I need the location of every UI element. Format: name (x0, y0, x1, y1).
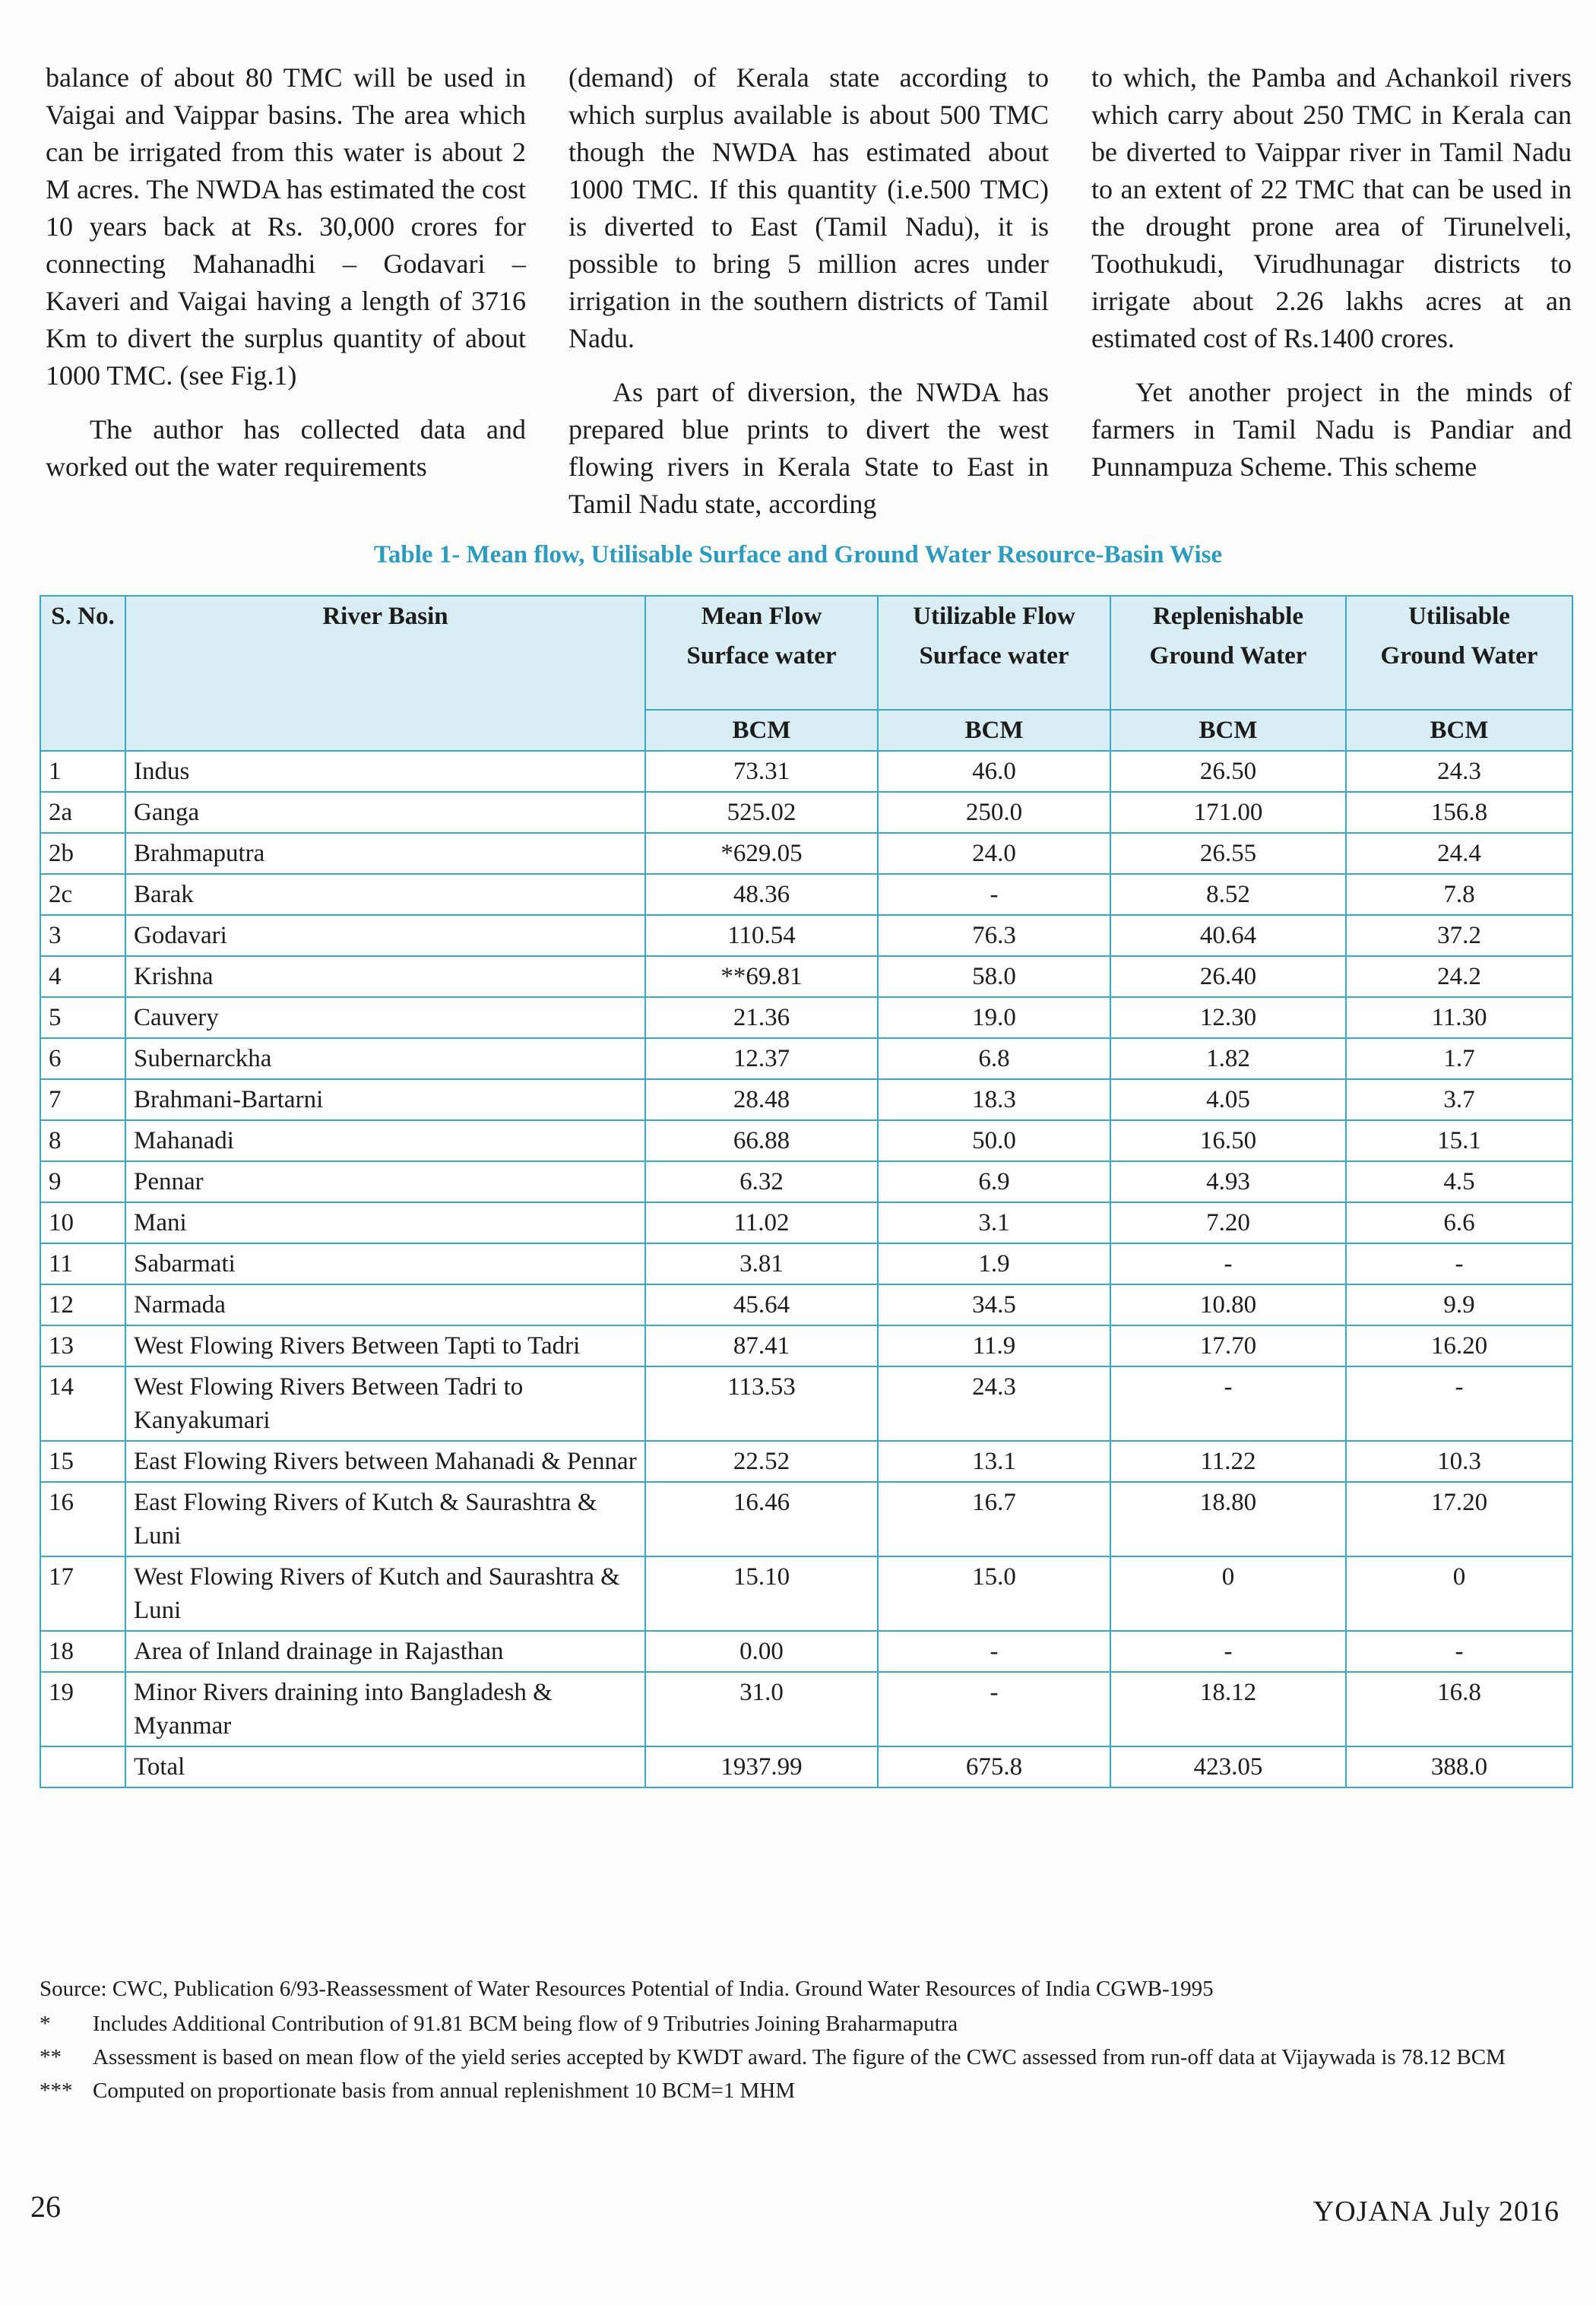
row-utilisable-gw: - (1346, 1631, 1572, 1672)
row-basin: Mani (125, 1202, 645, 1243)
row-replenishable-gw: 1.82 (1110, 1038, 1346, 1079)
total-row-basin: Total (125, 1746, 645, 1787)
footnote (40, 2009, 1572, 2038)
unit-label: BCM (645, 710, 878, 751)
row-replenishable-gw: 26.50 (1110, 751, 1346, 792)
paragraph: As part of diversion, the NWDA has prepared blue prints to divert the west flowing rivers in Kerala State to East in Tamil Nadu state, according (568, 377, 1049, 519)
row-utilizable-flow: 34.5 (878, 1284, 1110, 1325)
row-mean-flow: 11.02 (645, 1202, 878, 1243)
row-sno: 15 (40, 1441, 125, 1482)
body-text-columns (46, 59, 1572, 530)
row-replenishable-gw: 12.30 (1110, 997, 1346, 1038)
row-utilisable-gw: 6.6 (1346, 1202, 1572, 1243)
row-basin: East Flowing Rivers of Kutch & Saurashtra & Luni (125, 1482, 645, 1556)
table-row (40, 1284, 1572, 1325)
header-ground-water: Ground Water (1346, 636, 1572, 710)
row-replenishable-gw: 0 (1110, 1556, 1346, 1631)
header-surface-water: Surface water (878, 636, 1110, 710)
row-mean-flow: 16.46 (645, 1482, 878, 1556)
unit-label: BCM (1346, 710, 1572, 751)
row-sno: 2c (40, 874, 125, 915)
row-basin: Ganga (125, 792, 645, 833)
row-replenishable-gw: - (1110, 1366, 1346, 1441)
row-utilisable-gw: - (1346, 1243, 1572, 1284)
row-sno: 11 (40, 1243, 125, 1284)
row-basin: Sabarmati (125, 1243, 645, 1284)
table-row (40, 751, 1572, 792)
row-sno: 19 (40, 1672, 125, 1746)
row-utilisable-gw: 17.20 (1346, 1482, 1572, 1556)
row-utilizable-flow: - (878, 1672, 1110, 1746)
header-replenishable: Replenishable (1110, 596, 1346, 636)
row-utilizable-flow: 13.1 (878, 1441, 1110, 1482)
water-resource-table (40, 595, 1572, 1788)
row-utilizable-flow: 46.0 (878, 751, 1110, 792)
paragraph: Yet another project in the minds of farmers in Tamil Nadu is Pandiar and Punnampuza Scheme. This scheme (1091, 377, 1572, 482)
text-column-3 (1091, 59, 1572, 530)
row-utilisable-gw: - (1346, 1366, 1572, 1441)
header-mean-flow: Mean Flow (645, 596, 878, 636)
row-basin: Area of Inland drainage in Rajasthan (125, 1631, 645, 1672)
row-utilizable-flow: 19.0 (878, 997, 1110, 1038)
row-replenishable-gw: 26.40 (1110, 956, 1346, 997)
row-basin: Indus (125, 751, 645, 792)
header-utilisable: Utilisable (1346, 596, 1572, 636)
row-utilisable-gw: 15.1 (1346, 1120, 1572, 1161)
table-notes (40, 1974, 1572, 2110)
table-row (40, 956, 1572, 997)
row-utilizable-flow: 15.0 (878, 1556, 1110, 1631)
footnote-marker: * (40, 2012, 51, 2036)
footnote-text: Assessment is based on mean flow of the yield series accepted by KWDT award. The figure of the CWC assessed from run-off data at Vijaywada is 78.12 BCM (93, 2045, 1506, 2069)
row-utilisable-gw: 3.7 (1346, 1079, 1572, 1120)
row-mean-flow: 15.10 (645, 1556, 878, 1631)
footnote-text: Computed on proportionate basis from annual replenishment 10 BCM=1 MHM (93, 2079, 796, 2103)
row-mean-flow: 525.02 (645, 792, 878, 833)
row-replenishable-gw: 4.93 (1110, 1161, 1346, 1202)
row-utilisable-gw: 24.2 (1346, 956, 1572, 997)
row-sno: 2a (40, 792, 125, 833)
table-row (40, 874, 1572, 915)
row-sno: 4 (40, 956, 125, 997)
row-sno: 5 (40, 997, 125, 1038)
row-replenishable-gw: 7.20 (1110, 1202, 1346, 1243)
row-basin: West Flowing Rivers of Kutch and Saurashtra & Luni (125, 1556, 645, 1631)
row-utilisable-gw: 0 (1346, 1556, 1572, 1631)
header-utilizable-flow: Utilizable Flow (878, 596, 1110, 636)
footnote (40, 2043, 1572, 2072)
row-utilisable-gw: 37.2 (1346, 915, 1572, 956)
row-replenishable-gw: 8.52 (1110, 874, 1346, 915)
row-mean-flow: 28.48 (645, 1079, 878, 1120)
paragraph: balance of about 80 TMC will be used in Vaigai and Vaippar basins. The area which can be irrigated from this water is about 2 M acres. The NWDA has estimated the cost 10 years back at Rs. 30,000 crores for connecting Mahanadhi – Godavari – Kaveri and Vaigai having a length of 3716 Km to divert the surplus quantity of about 1000 TMC. (see Fig.1) (46, 62, 526, 391)
table-row (40, 1366, 1572, 1441)
row-utilisable-gw: 9.9 (1346, 1284, 1572, 1325)
row-utilisable-gw: 16.20 (1346, 1325, 1572, 1366)
table-row (40, 1038, 1572, 1079)
row-utilizable-flow: 6.9 (878, 1161, 1110, 1202)
row-replenishable-gw: - (1110, 1243, 1346, 1284)
row-sno: 2b (40, 833, 125, 874)
row-utilizable-flow: 58.0 (878, 956, 1110, 997)
table-row (40, 915, 1572, 956)
row-replenishable-gw: 4.05 (1110, 1079, 1346, 1120)
row-utilisable-gw: 10.3 (1346, 1441, 1572, 1482)
publication-footer: YOJANA July 2016 (1313, 2196, 1560, 2227)
row-mean-flow: 113.53 (645, 1366, 878, 1441)
row-basin: Krishna (125, 956, 645, 997)
row-mean-flow: 66.88 (645, 1120, 878, 1161)
row-mean-flow: 12.37 (645, 1038, 878, 1079)
text-column-2 (568, 59, 1049, 530)
footnote-marker: *** (40, 2079, 73, 2103)
table-row (40, 1672, 1572, 1746)
row-mean-flow: 48.36 (645, 874, 878, 915)
text-column-1 (46, 59, 526, 530)
row-utilisable-gw: 4.5 (1346, 1161, 1572, 1202)
row-utilizable-flow: 76.3 (878, 915, 1110, 956)
row-utilizable-flow: 18.3 (878, 1079, 1110, 1120)
row-mean-flow: **69.81 (645, 956, 878, 997)
paragraph: to which, the Pamba and Achankoil rivers which carry about 250 TMC in Kerala can be diverted to Vaippar river in Tamil Nadu to an extent of 22 TMC that can be used in the drought prone area of Tirunelveli, Toothukudi, Virudhunagar districts to irrigate about 2.26 lakhs acres at an estimated cost of Rs.1400 crores. (1091, 62, 1572, 353)
row-mean-flow: 6.32 (645, 1161, 878, 1202)
row-replenishable-gw: - (1110, 1631, 1346, 1672)
row-utilisable-gw: 24.4 (1346, 833, 1572, 874)
row-replenishable-gw: 40.64 (1110, 915, 1346, 956)
row-utilisable-gw: 1.7 (1346, 1038, 1572, 1079)
row-sno: 6 (40, 1038, 125, 1079)
row-mean-flow: 110.54 (645, 915, 878, 956)
footnote-text: Includes Additional Contribution of 91.81 BCM being flow of 9 Tributries Joining Braharmaputra (93, 2012, 958, 2036)
header-river-basin: River Basin (125, 596, 645, 751)
row-utilizable-flow: 1.9 (878, 1243, 1110, 1284)
unit-label: BCM (1110, 710, 1346, 751)
table-row (40, 1161, 1572, 1202)
row-basin: West Flowing Rivers Between Tadri to Kanyakumari (125, 1366, 645, 1441)
row-utilisable-gw: 16.8 (1346, 1672, 1572, 1746)
row-utilizable-flow: 24.3 (878, 1366, 1110, 1441)
row-replenishable-gw: 171.00 (1110, 792, 1346, 833)
paragraph: The author has collected data and worked out the water requirements (46, 414, 526, 482)
row-mean-flow: *629.05 (645, 833, 878, 874)
row-mean-flow: 45.64 (645, 1284, 878, 1325)
row-utilizable-flow: 6.8 (878, 1038, 1110, 1079)
row-basin: Subernarckha (125, 1038, 645, 1079)
row-basin: Mahanadi (125, 1120, 645, 1161)
row-replenishable-gw: 18.80 (1110, 1482, 1346, 1556)
row-sno: 16 (40, 1482, 125, 1556)
table-row (40, 1243, 1572, 1284)
row-replenishable-gw: 10.80 (1110, 1284, 1346, 1325)
row-replenishable-gw: 26.55 (1110, 833, 1346, 874)
table-title: Table 1- Mean flow, Utilisable Surface and Ground Water Resource-Basin Wise (373, 541, 1223, 568)
row-sno: 8 (40, 1120, 125, 1161)
row-replenishable-gw: 16.50 (1110, 1120, 1346, 1161)
row-utilizable-flow: 50.0 (878, 1120, 1110, 1161)
total-row-mean-flow: 1937.99 (645, 1746, 878, 1787)
row-sno: 18 (40, 1631, 125, 1672)
row-sno: 1 (40, 751, 125, 792)
row-replenishable-gw: 18.12 (1110, 1672, 1346, 1746)
footnote (40, 2076, 1572, 2105)
row-utilisable-gw: 11.30 (1346, 997, 1572, 1038)
table-row (40, 1325, 1572, 1366)
row-basin: Minor Rivers draining into Bangladesh & Myanmar (125, 1672, 645, 1746)
table-row (40, 1441, 1572, 1482)
row-mean-flow: 31.0 (645, 1672, 878, 1746)
row-mean-flow: 3.81 (645, 1243, 878, 1284)
row-replenishable-gw: 11.22 (1110, 1441, 1346, 1482)
row-basin: Pennar (125, 1161, 645, 1202)
row-mean-flow: 73.31 (645, 751, 878, 792)
table-row (40, 1079, 1572, 1120)
row-sno: 17 (40, 1556, 125, 1631)
row-mean-flow: 87.41 (645, 1325, 878, 1366)
row-mean-flow: 0.00 (645, 1631, 878, 1672)
total-row (40, 1746, 1572, 1787)
row-sno: 14 (40, 1366, 125, 1441)
header-ground-water: Ground Water (1110, 636, 1346, 710)
row-basin: Godavari (125, 915, 645, 956)
table-row (40, 1482, 1572, 1556)
row-replenishable-gw: 17.70 (1110, 1325, 1346, 1366)
row-basin: West Flowing Rivers Between Tapti to Tadri (125, 1325, 645, 1366)
row-sno: 3 (40, 915, 125, 956)
row-sno: 7 (40, 1079, 125, 1120)
table-row (40, 792, 1572, 833)
source-note: Source: CWC, Publication 6/93-Reassessment of Water Resources Potential of India. Ground Water Resources of India CGWB-1995 (40, 1977, 1214, 2001)
row-utilizable-flow: - (878, 874, 1110, 915)
table-row (40, 1120, 1572, 1161)
table-row (40, 997, 1572, 1038)
row-utilisable-gw: 24.3 (1346, 751, 1572, 792)
row-utilizable-flow: 16.7 (878, 1482, 1110, 1556)
row-utilizable-flow: 11.9 (878, 1325, 1110, 1366)
row-sno: 9 (40, 1161, 125, 1202)
table-row (40, 833, 1572, 874)
row-mean-flow: 22.52 (645, 1441, 878, 1482)
row-basin: Narmada (125, 1284, 645, 1325)
row-sno: 13 (40, 1325, 125, 1366)
row-sno: 10 (40, 1202, 125, 1243)
total-row-utilisable-gw: 388.0 (1346, 1746, 1572, 1787)
row-utilizable-flow: - (878, 1631, 1110, 1672)
unit-label: BCM (878, 710, 1110, 751)
table-row (40, 1631, 1572, 1672)
paragraph: (demand) of Kerala state according to which surplus available is about 500 TMC though the NWDA has estimated about 1000 TMC. If this quantity (i.e.500 TMC) is diverted to East (Tamil Nadu), it is possible to bring 5 million acres under irrigation in the southern districts of Tamil Nadu. (568, 62, 1049, 353)
row-basin: East Flowing Rivers between Mahanadi & Pennar (125, 1441, 645, 1482)
row-mean-flow: 21.36 (645, 997, 878, 1038)
total-row-replenishable-gw: 423.05 (1110, 1746, 1346, 1787)
table-row (40, 1556, 1572, 1631)
row-basin: Barak (125, 874, 645, 915)
page-number: 26 (30, 2189, 61, 2224)
total-row-utilizable-flow: 675.8 (878, 1746, 1110, 1787)
footnote-marker: ** (40, 2045, 62, 2069)
row-utilizable-flow: 24.0 (878, 833, 1110, 874)
row-utilisable-gw: 156.8 (1346, 792, 1572, 833)
header-surface-water: Surface water (645, 636, 878, 710)
row-utilizable-flow: 3.1 (878, 1202, 1110, 1243)
row-basin: Brahmani-Bartarni (125, 1079, 645, 1120)
row-utilizable-flow: 250.0 (878, 792, 1110, 833)
row-basin: Cauvery (125, 997, 645, 1038)
header-sno: S. No. (40, 596, 125, 751)
total-row-sno (40, 1746, 125, 1787)
row-basin: Brahmaputra (125, 833, 645, 874)
table-row (40, 1202, 1572, 1243)
row-sno: 12 (40, 1284, 125, 1325)
row-utilisable-gw: 7.8 (1346, 874, 1572, 915)
